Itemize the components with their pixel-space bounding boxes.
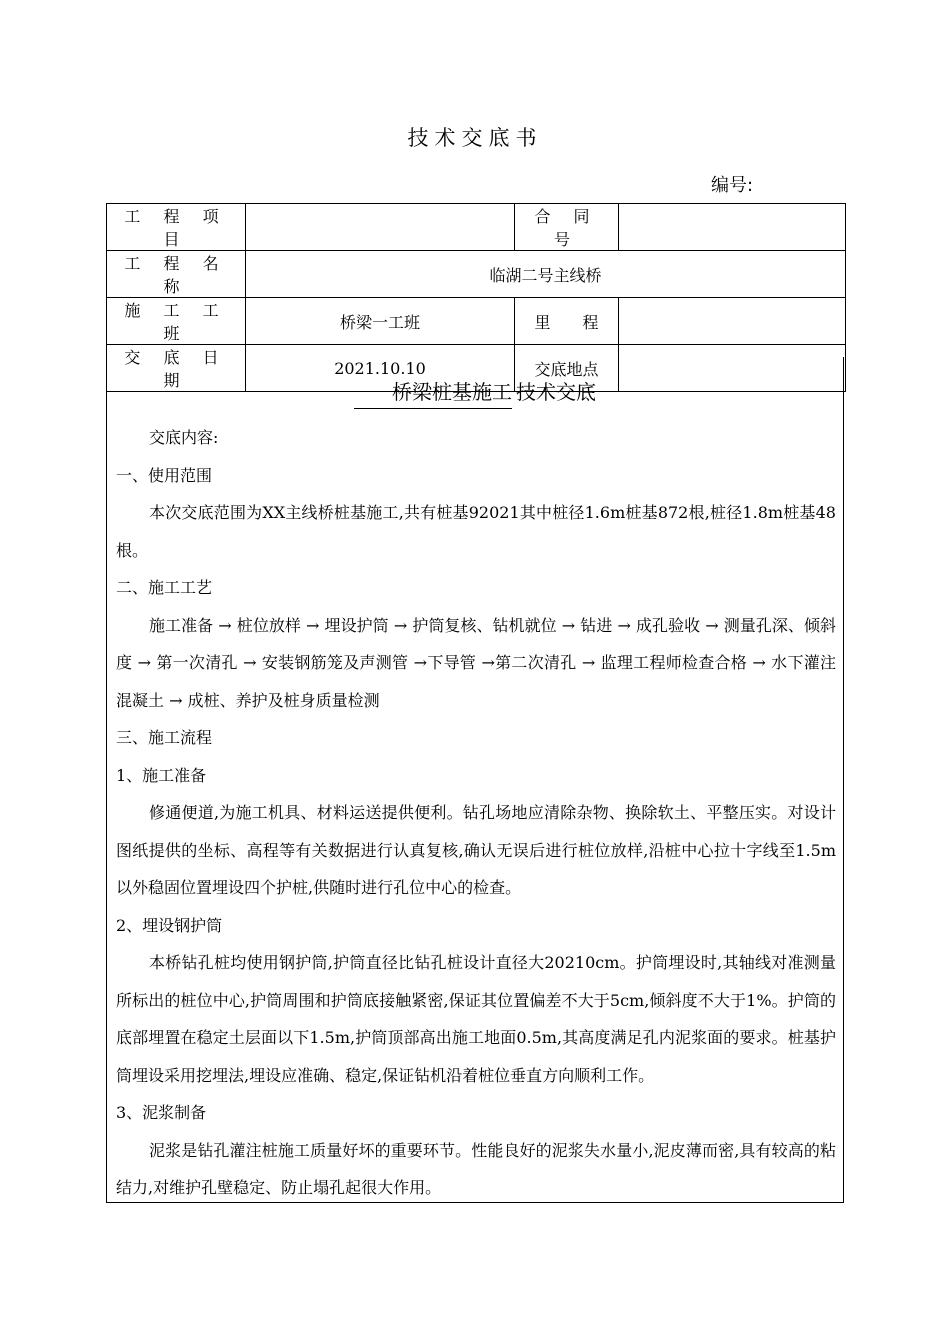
team-value: 桥梁一工班	[246, 298, 515, 345]
table-row	[107, 298, 846, 345]
section-heading: 三、施工流程	[116, 728, 213, 747]
date-label: 交 底 日 期	[107, 345, 246, 392]
date-value: 2021.10.10	[246, 345, 515, 392]
content-body	[116, 419, 836, 1207]
table-row	[107, 251, 846, 298]
paragraph: 本桥钻孔桩均使用钢护筒,护筒直径比钻孔桩设计直径大20210cm。护筒埋设时,其轴线对准测量所标出的桩位中心,护筒周围和护筒底接触紧密,保证其位置偏差不大于5cm,倾斜度不大于1%。护筒的底部埋置在稳定土层面以下1.5m,护筒顶部高出施工地面0.5m,其高度满足孔内泥浆面的要求。桩基护筒埋设采用挖埋法,埋设应准确、稳定,保证钻机沿着桩位垂直方向顺利工作。	[116, 953, 836, 1085]
contract-value	[619, 204, 846, 251]
project-label: 工 程 项 目	[107, 204, 246, 251]
mileage-label: 里 程	[515, 298, 619, 345]
section-heading: 3、泥浆制备	[116, 1103, 207, 1122]
paragraph: 施工准备 → 桩位放样 → 埋设护筒 → 护筒复核、钻机就位 → 钻进 → 成孔验收 → 测量孔深、倾斜度 → 第一次清孔 → 安装钢筋笼及声测管 →下导管 →第二次清孔 → 监理工程师检查合格 → 水下灌注混凝土 → 成桩、养护及桩身质量检测	[116, 615, 836, 710]
section-heading: 二、施工工艺	[116, 578, 213, 597]
project-value	[246, 204, 515, 251]
subtitle-underlined: 桥梁桩基施工	[354, 376, 512, 409]
table-row	[107, 204, 846, 251]
mileage-value	[619, 298, 846, 345]
content-subtitle	[0, 376, 950, 409]
contract-label: 合 同 号	[515, 204, 619, 251]
paragraph: 本次交底范围为XX主线桥桩基施工,共有桩基92021其中桩径1.6m桩基872根,桩径1.8m桩基48根。	[116, 503, 836, 560]
document-title: 技术交底书	[407, 126, 543, 150]
subtitle-rest: 技术交底	[516, 380, 596, 404]
paragraph: 泥浆是钻孔灌注桩施工质量好坏的重要环节。性能良好的泥浆失水量小,泥皮薄而密,具有较高的粘结力,对维护孔壁稳定、防止塌孔起很大作用。	[116, 1140, 836, 1197]
paragraph: 修通便道,为施工机具、材料运送提供便利。钻孔场地应清除杂物、换除软土、平整压实。对设计图纸提供的坐标、高程等有关数据进行认真复核,确认无误后进行桩位放样,沿桩中心拉十字线至1.5m以外稳固位置埋设四个护桩,供随时进行孔位中心的检查。	[116, 803, 836, 897]
paragraph: 交底内容:	[149, 428, 219, 447]
section-heading: 一、使用范围	[116, 465, 213, 485]
project-name-label: 工 程 名 称	[107, 251, 246, 298]
place-label: 交底地点	[515, 345, 619, 392]
team-label: 施 工 工 班	[107, 298, 246, 345]
section-heading: 1、施工准备	[116, 765, 207, 785]
project-name-value: 临湖二号主线桥	[246, 251, 846, 298]
section-heading: 2、埋设钢护筒	[116, 915, 223, 935]
document-number-label: 编号:	[711, 175, 754, 196]
